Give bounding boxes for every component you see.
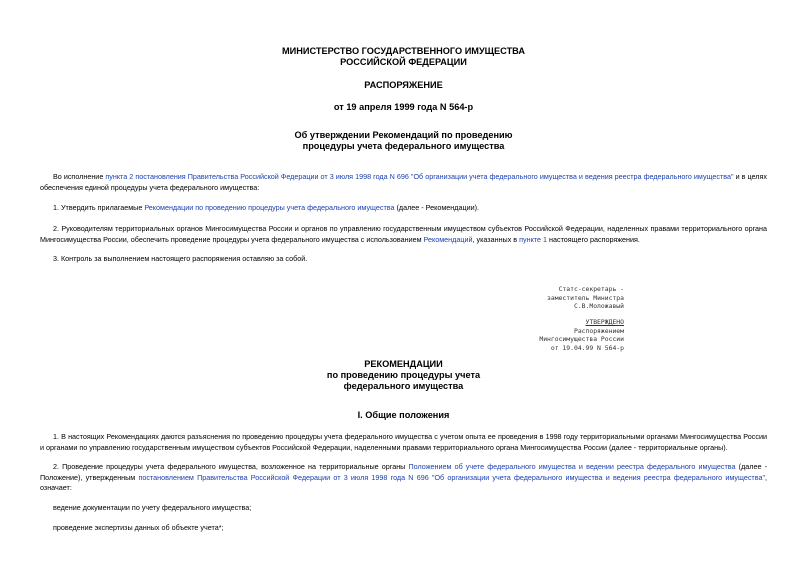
link-recommendations[interactable]: Рекомендации по проведению процедуры учета федерального имущества (144, 203, 395, 212)
intro-paragraph (40, 172, 767, 193)
approval-line2: Распоряжением (573, 326, 624, 335)
recommendation-list-item-a: ведение документации по учету федерального имущества; (53, 503, 252, 512)
section-heading-general: I. Общие положения (357, 410, 450, 420)
signature-line1: Статс-секретарь - (558, 285, 624, 293)
signature-line3: С.В.Моложавый (573, 302, 624, 311)
recommendations-title-line1: РЕКОМЕНДАЦИИ (364, 359, 443, 369)
document-type-heading: РАСПОРЯЖЕНИЕ (364, 80, 443, 90)
order-item-3: 3. Контроль за выполнением настоящего распоряжения оставляю за собой. (53, 254, 308, 263)
approval-line4: от 19.04.99 N 564-р (550, 343, 624, 352)
approval-line3: Мингосимущества России (539, 335, 624, 344)
item1-text-2: (далее - Рекомендации). (394, 203, 479, 212)
link-recommendations-short[interactable]: Рекомендаций (423, 234, 473, 244)
link-regulation-on-accounting[interactable]: Положением об учете федерального имущества и ведении реестра федерального имущества (408, 462, 736, 471)
recommendation-paragraph-2 (40, 462, 767, 494)
approval-block (539, 318, 624, 352)
ministry-heading-line1: МИНИСТЕРСТВО ГОСУДАРСТВЕННОГО ИМУЩЕСТВА (281, 46, 525, 56)
document-title-line1: Об утверждении Рекомендаций по проведению (294, 130, 513, 140)
recommendations-title-line3: федерального имущества (343, 381, 464, 391)
order-item-1 (53, 203, 479, 214)
item2-text-3: настоящего распоряжения. (547, 234, 640, 244)
document-date-number: от 19 апреля 1999 года N 564-р (333, 102, 474, 112)
rec2-text-1: 2. Проведение процедуры учета федерального имущества, возложенное на территориальные органы (53, 462, 409, 471)
intro-text-2: и в целях обеспечения единой процедуры учета федерального имущества: (40, 172, 767, 192)
link-government-decree-696-p2[interactable]: пункта 2 постановления Правительства Российской Федерации от 3 июля 1998 года N 696 "Об организации учета федерального имущества и ведения реестра федерального имущества" (105, 172, 734, 181)
item1-text-1: 1. Утвердить прилагаемые (53, 203, 145, 212)
intro-text-1: Во исполнение (53, 172, 106, 181)
signature-line2: заместитель Министра (547, 293, 624, 302)
signature-block (547, 285, 624, 311)
link-item-1[interactable]: пункте 1 (519, 234, 548, 244)
rec2-text-2: (далее - Положение), утвержденным (40, 462, 767, 482)
recommendations-title-line2: по проведению процедуры учета (326, 370, 481, 380)
item2-text-1: 2. Руководителям территориальных органов Мингосимущества России и органов по управлению государственным имуществом субъектов Российской Федерации, наделенных правами территориального органа Мингосимущества России, обеспечить проведение процедуры учета федерального имущества с использованием (40, 224, 767, 244)
item2-text-2: , указанных в (472, 234, 520, 244)
recommendation-list-item-b: проведение экспертизы данных об объекте учета*; (53, 523, 224, 532)
order-item-2 (40, 224, 767, 245)
ministry-heading-line2: РОССИЙСКОЙ ФЕДЕРАЦИИ (340, 57, 467, 67)
link-government-decree-696[interactable]: постановлением Правительства Российской Федерации от 3 июля 1998 года N 696 "Об организации учета федерального имущества и ведения реестра федерального имущества" (138, 472, 766, 482)
rec2-text-3: , означает: (40, 472, 768, 492)
approval-line1: УТВЕРЖДЕНО (585, 318, 624, 326)
document-title-line2: процедуры учета федерального имущества (302, 141, 505, 151)
recommendation-paragraph-1: 1. В настоящих Рекомендациях даются разъяснения по проведению процедуры учета федерального имущества с учетом опыта ее проведения в 1998 году территориальными органами Мингосимущества России и органами по управлению государственным имуществом субъектов Российской Федерации, наделенными правами территориального органа Мингосимущества России (далее - территориальные органы). (40, 432, 767, 452)
